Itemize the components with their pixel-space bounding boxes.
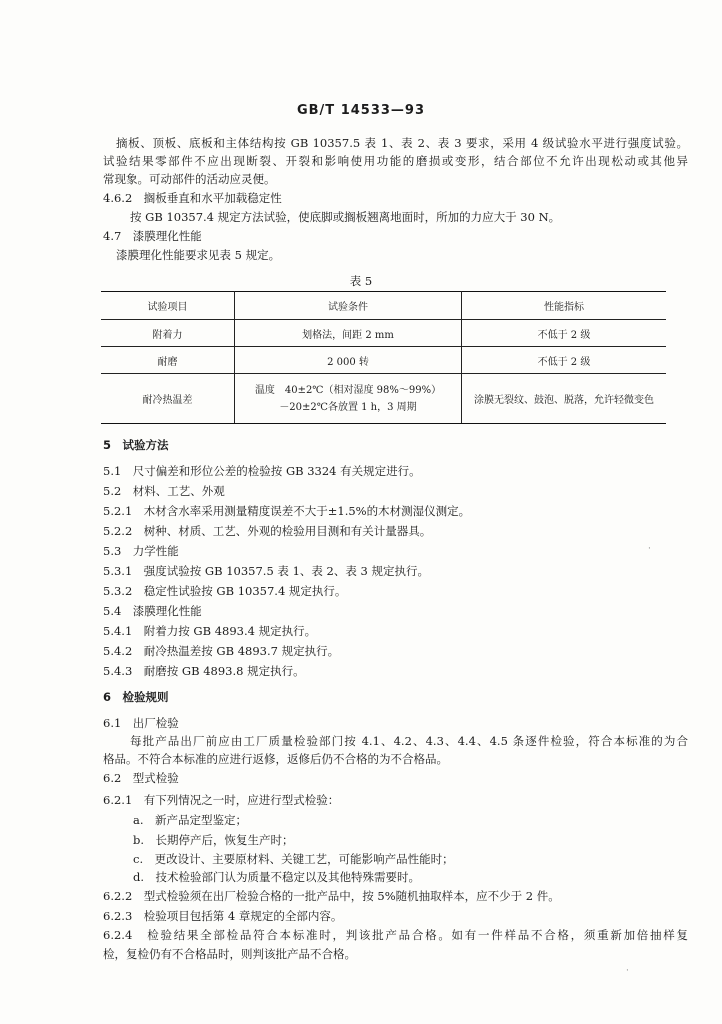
paragraph-line: 按 GB 10357.4 规定方法试验，使底脚或搁板翘离地面时，所加的力应大于 30 N。 <box>130 210 561 224</box>
table-cell-item: 耐冷热温差 <box>101 374 235 424</box>
list-item: c. 更改设计、主要原材料、关键工艺，可能影响产品性能时； <box>133 852 454 866</box>
list-item: b. 长期停产后，恢复生产时； <box>133 833 294 847</box>
section-heading: 5 试验方法 <box>103 438 169 452</box>
table-cell-condition: 划格法，间距 2 mm <box>235 320 462 347</box>
table-cell-spec: 不低于 2 级 <box>462 347 667 374</box>
clause-line: 5.4 漆膜理化性能 <box>103 604 202 618</box>
condition-line: 温度 40±2℃（相对湿度 98%～99%） <box>254 384 442 396</box>
clause-heading: 4.7 漆膜理化性能 <box>103 229 202 243</box>
clause-line: 6.1 出厂检验 <box>103 716 179 730</box>
table-header-cell: 试验项目 <box>101 292 235 320</box>
clause-line: 6.2.2 型式检验须在出厂检验合格的一批产品中，按 5%随机抽取样本，应不少于 2 件。 <box>103 889 560 903</box>
table-row <box>101 374 666 424</box>
clause-line: 5.3.2 稳定性试验按 GB 10357.4 规定执行。 <box>103 584 347 598</box>
section-heading: 6 检验规则 <box>103 690 169 704</box>
paragraph-line: 格品。不符合本标准的应进行返修，返修后仍不合格的为不合格品。 <box>103 752 448 766</box>
table-header-row <box>101 292 666 320</box>
scan-speck: · <box>626 966 629 976</box>
clause-line: 6.2 型式检验 <box>103 771 179 785</box>
clause-line: 5.1 尺寸偏差和形位公差的检验按 GB 3324 有关规定进行。 <box>103 464 421 478</box>
paragraph-line: 每批产品出厂前应由工厂质量检验部门按 4.1、4.2、4.3、4.4、4.5 条逐件检验，符合本标准的为合 <box>130 734 688 748</box>
clause-line: 5.2 材料、工艺、外观 <box>103 484 225 498</box>
table-header-cell: 性能指标 <box>462 292 667 320</box>
clause-line: 5.2.1 木材含水率采用测量精度误差不大于±1.5%的木材测湿仪测定。 <box>103 504 471 518</box>
table-header-cell: 试验条件 <box>235 292 462 320</box>
scan-speck: · <box>648 544 651 554</box>
table-caption: 表 5 <box>349 274 373 288</box>
paragraph-line: 摘板、顶板、底板和主体结构按 GB 10357.5 表 1、表 2、表 3 要求，采用 4 级试验水平进行强度试验。 <box>116 136 688 150</box>
condition-line: －20±2℃各放置 1 h，3 周期 <box>279 401 417 413</box>
paragraph-line: 试验结果零部件不应出现断裂、开裂和影响使用功能的磨损或变形，结合部位不允许出现松动或其他异 <box>103 154 688 168</box>
clause-line: 5.4.2 耐冷热温差按 GB 4893.7 规定执行。 <box>103 644 340 658</box>
clause-heading: 4.6.2 搁板垂直和水平加载稳定性 <box>103 191 282 205</box>
clause-line: 5.2.2 树种、材质、工艺、外观的检验用目测和有关计量器具。 <box>103 524 432 538</box>
table-cell-item: 耐磨 <box>101 347 235 374</box>
paragraph-line: 漆膜理化性能要求见表 5 规定。 <box>116 248 281 262</box>
table-5 <box>101 291 666 424</box>
table-cell-spec: 不低于 2 级 <box>462 320 667 347</box>
table-row <box>101 347 666 374</box>
table-cell-item: 附着力 <box>101 320 235 347</box>
table-cell-spec: 涂膜无裂纹、鼓泡、脱落，允许轻微变色 <box>462 374 667 424</box>
standard-code-header: GB/T 14533—93 <box>296 103 426 118</box>
table-cell-condition <box>235 374 462 424</box>
clause-line: 6.2.4 检验结果全部检品符合本标准时，判该批产品合格。如有一件样品不合格，须重新加倍抽样复 <box>103 928 688 942</box>
table-cell-condition: 2 000 转 <box>235 347 462 374</box>
clause-line: 6.2.1 有下列情况之一时，应进行型式检验： <box>103 793 340 807</box>
table-row <box>101 320 666 347</box>
clause-line: 5.4.3 耐磨按 GB 4893.8 规定执行。 <box>103 664 305 678</box>
list-item: d. 技术检验部门认为质量不稳定以及其他特殊需要时。 <box>133 870 421 884</box>
clause-line: 5.3 力学性能 <box>103 544 179 558</box>
clause-line: 5.3.1 强度试验按 GB 10357.5 表 1、表 2、表 3 规定执行。 <box>103 564 429 578</box>
clause-line: 6.2.3 检验项目包括第 4 章规定的全部内容。 <box>103 909 343 923</box>
list-item: a. 新产品定型鉴定； <box>133 813 248 827</box>
paragraph-line: 检，复检仍有不合格品时，则判该批产品不合格。 <box>103 947 356 961</box>
clause-line: 5.4.1 附着力按 GB 4893.4 规定执行。 <box>103 624 317 638</box>
paragraph-line: 常现象。可动部件的活动应灵便。 <box>103 172 276 186</box>
